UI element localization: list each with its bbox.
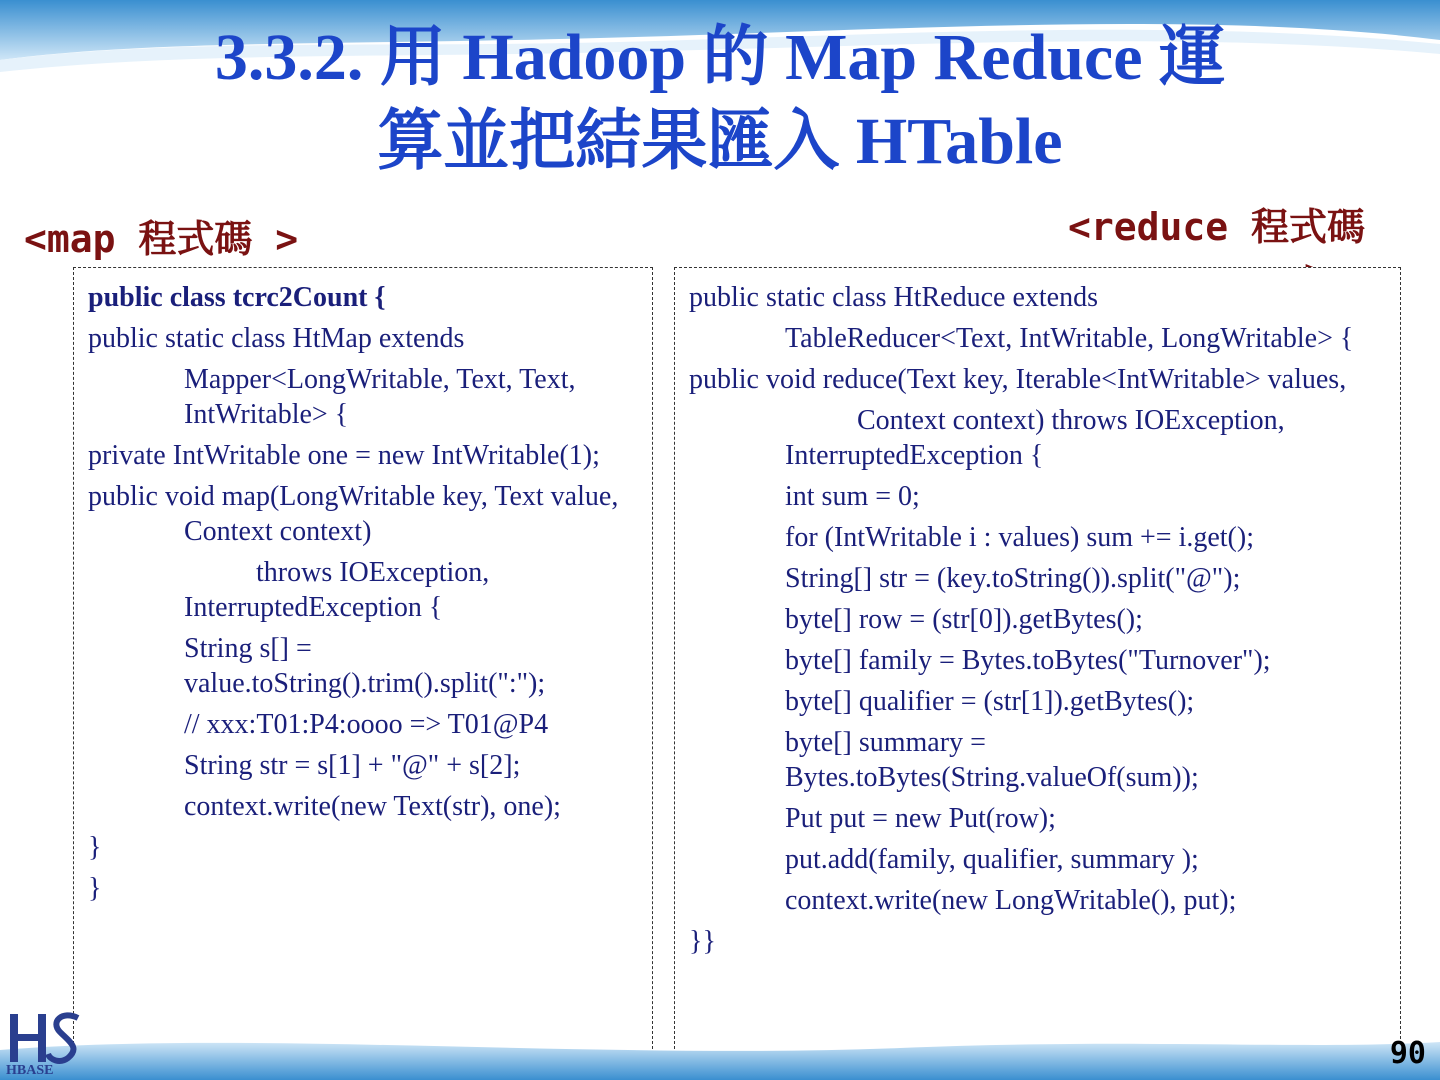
code-line: }} <box>689 926 716 957</box>
code-line: String str = s[1] + "@" + s[2]; <box>184 750 521 781</box>
code-line: Context context) throws IOException, InterruptedException { <box>785 405 1285 471</box>
slide-title <box>0 16 1440 184</box>
code-line: private IntWritable one = new IntWritable(1); <box>88 440 600 471</box>
code-line: byte[] row = (str[0]).getBytes(); <box>785 604 1143 635</box>
code-line: public void reduce(Text key, Iterable<IntWritable> values, <box>689 364 1347 395</box>
code-line: String s[] = value.toString().trim().split(":"); <box>184 633 546 699</box>
code-line: byte[] family = Bytes.toBytes("Turnover"); <box>785 645 1271 676</box>
logo-text: HBASE <box>6 1063 54 1078</box>
page-number: 90 <box>1389 1036 1426 1071</box>
code-line: public static class HtMap extends <box>88 323 465 354</box>
code-line: public void map(LongWritable key, Text value, Context context) <box>88 481 619 547</box>
code-line: context.write(new Text(str), one); <box>184 791 561 822</box>
code-line: TableReducer<Text, IntWritable, LongWritable> { <box>785 323 1354 354</box>
map-code-label: <map 程式碼 > <box>24 217 299 261</box>
code-line: Put put = new Put(row); <box>785 803 1056 834</box>
bottom-wave-decoration <box>0 1020 1440 1080</box>
code-line: } <box>88 832 102 863</box>
title-line-2: 算並把結果匯入 HTable <box>377 105 1063 178</box>
code-line: put.add(family, qualifier, summary ); <box>785 844 1199 875</box>
code-line: public static class HtReduce extends <box>689 282 1098 313</box>
code-line: for (IntWritable i : values) sum += i.get(); <box>785 522 1254 553</box>
code-line: } <box>88 873 102 904</box>
title-line-1: 3.3.2. 用 Hadoop 的 Map Reduce 運 <box>214 21 1226 94</box>
code-line: throws IOException, InterruptedException { <box>184 557 490 623</box>
code-line: Mapper<LongWritable, Text, Text, IntWritable> { <box>184 364 576 430</box>
reduce-code-box <box>674 267 1401 1059</box>
hbase-logo <box>0 1004 110 1080</box>
code-line: byte[] summary = Bytes.toBytes(String.valueOf(sum)); <box>785 727 1199 793</box>
code-line: byte[] qualifier = (str[1]).getBytes(); <box>785 686 1195 717</box>
code-line: public class tcrc2Count { <box>88 282 386 313</box>
map-code-box <box>73 267 653 1059</box>
code-line: String[] str = (key.toString()).split("@"); <box>785 563 1241 594</box>
code-line: int sum = 0; <box>785 481 920 512</box>
code-line: // xxx:T01:P4:oooo => T01@P4 <box>184 709 549 740</box>
reduce-label-line-1: <reduce 程式碼 <box>1068 205 1366 249</box>
code-line: context.write(new LongWritable(), put); <box>785 885 1237 916</box>
